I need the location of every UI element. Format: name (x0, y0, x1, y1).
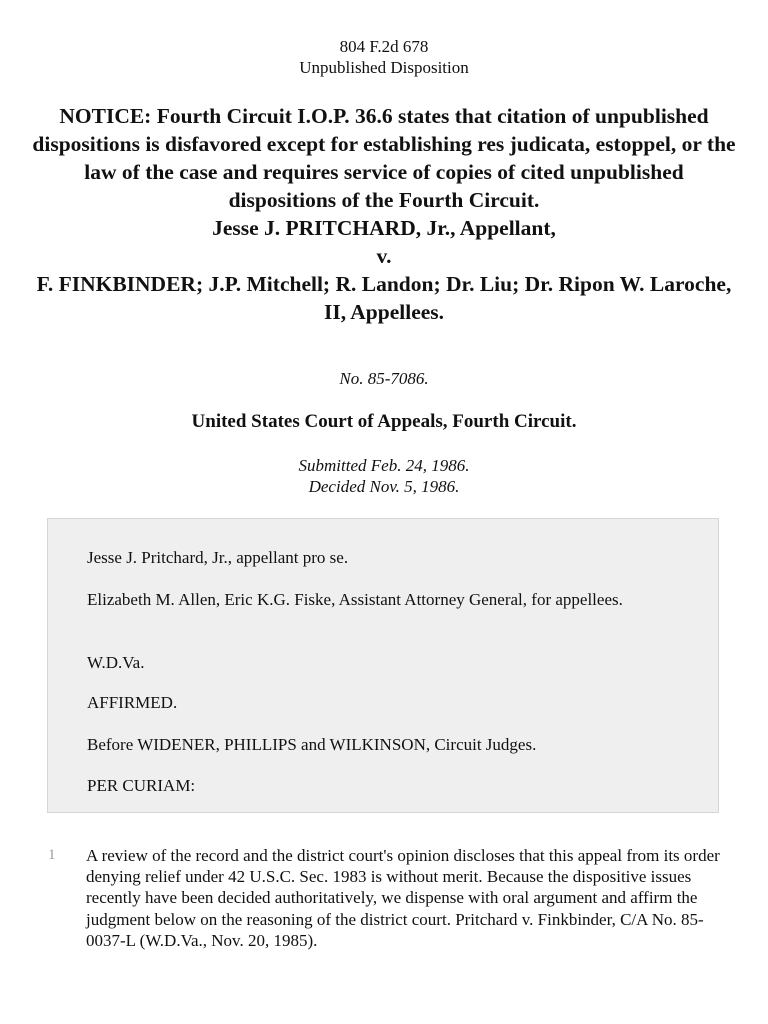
panel-judges: Before WIDENER, PHILLIPS and WILKINSON, Circuit Judges. (87, 735, 537, 754)
court-name: United States Court of Appeals, Fourth Circuit. (191, 411, 577, 432)
counsel-panel-box (47, 518, 719, 813)
case-dates (0, 455, 768, 497)
versus-text: v. (376, 244, 392, 268)
decided-date: Decided Nov. 5, 1986. (308, 477, 460, 496)
district-court: W.D.Va. (87, 653, 145, 672)
appellees-names: F. FINKBINDER; J.P. Mitchell; R. Landon; Dr. Liu; Dr. Ripon W. Laroche, II, Appellees. (36, 272, 732, 324)
disposition: AFFIRMED. (87, 693, 178, 712)
case-title (30, 102, 738, 326)
reporter-citation: 804 F.2d 678 (339, 37, 429, 56)
paragraph-number: 1 (48, 847, 56, 863)
docket-number: No. 85-7086. (339, 369, 429, 388)
paragraph-text: A review of the record and the district court's opinion discloses that this appeal from its order denying relief under 42 U.S.C. Sec. 1983 is without merit. Because the dispositive issues recently have been decided authoritatively, we dispense with oral argument and affirm the judgment below on the reasoning of the district court. Pritchard v. Finkbinder, C/A No. 85-0037-L (W.D.Va., Nov. 20, 1985). (86, 846, 720, 950)
notice-text: NOTICE: Fourth Circuit I.O.P. 36.6 states that citation of unpublished dispositions is disfavored except for establishing res judicata, estoppel, or the law of the case and requires service of copies of cited unpublished dispositions of the Fourth Circuit. (32, 104, 736, 212)
publication-status: Unpublished Disposition (299, 58, 469, 77)
appellant-counsel: Jesse J. Pritchard, Jr., appellant pro se. (87, 548, 349, 567)
opinion-type: PER CURIAM: (87, 776, 196, 795)
appellant-name: Jesse J. PRITCHARD, Jr., Appellant, (212, 216, 556, 240)
appellee-counsel: Elizabeth M. Allen, Eric K.G. Fiske, Assistant Attorney General, for appellees. (87, 590, 623, 609)
citation-header (0, 36, 768, 78)
submitted-date: Submitted Feb. 24, 1986. (298, 456, 470, 475)
